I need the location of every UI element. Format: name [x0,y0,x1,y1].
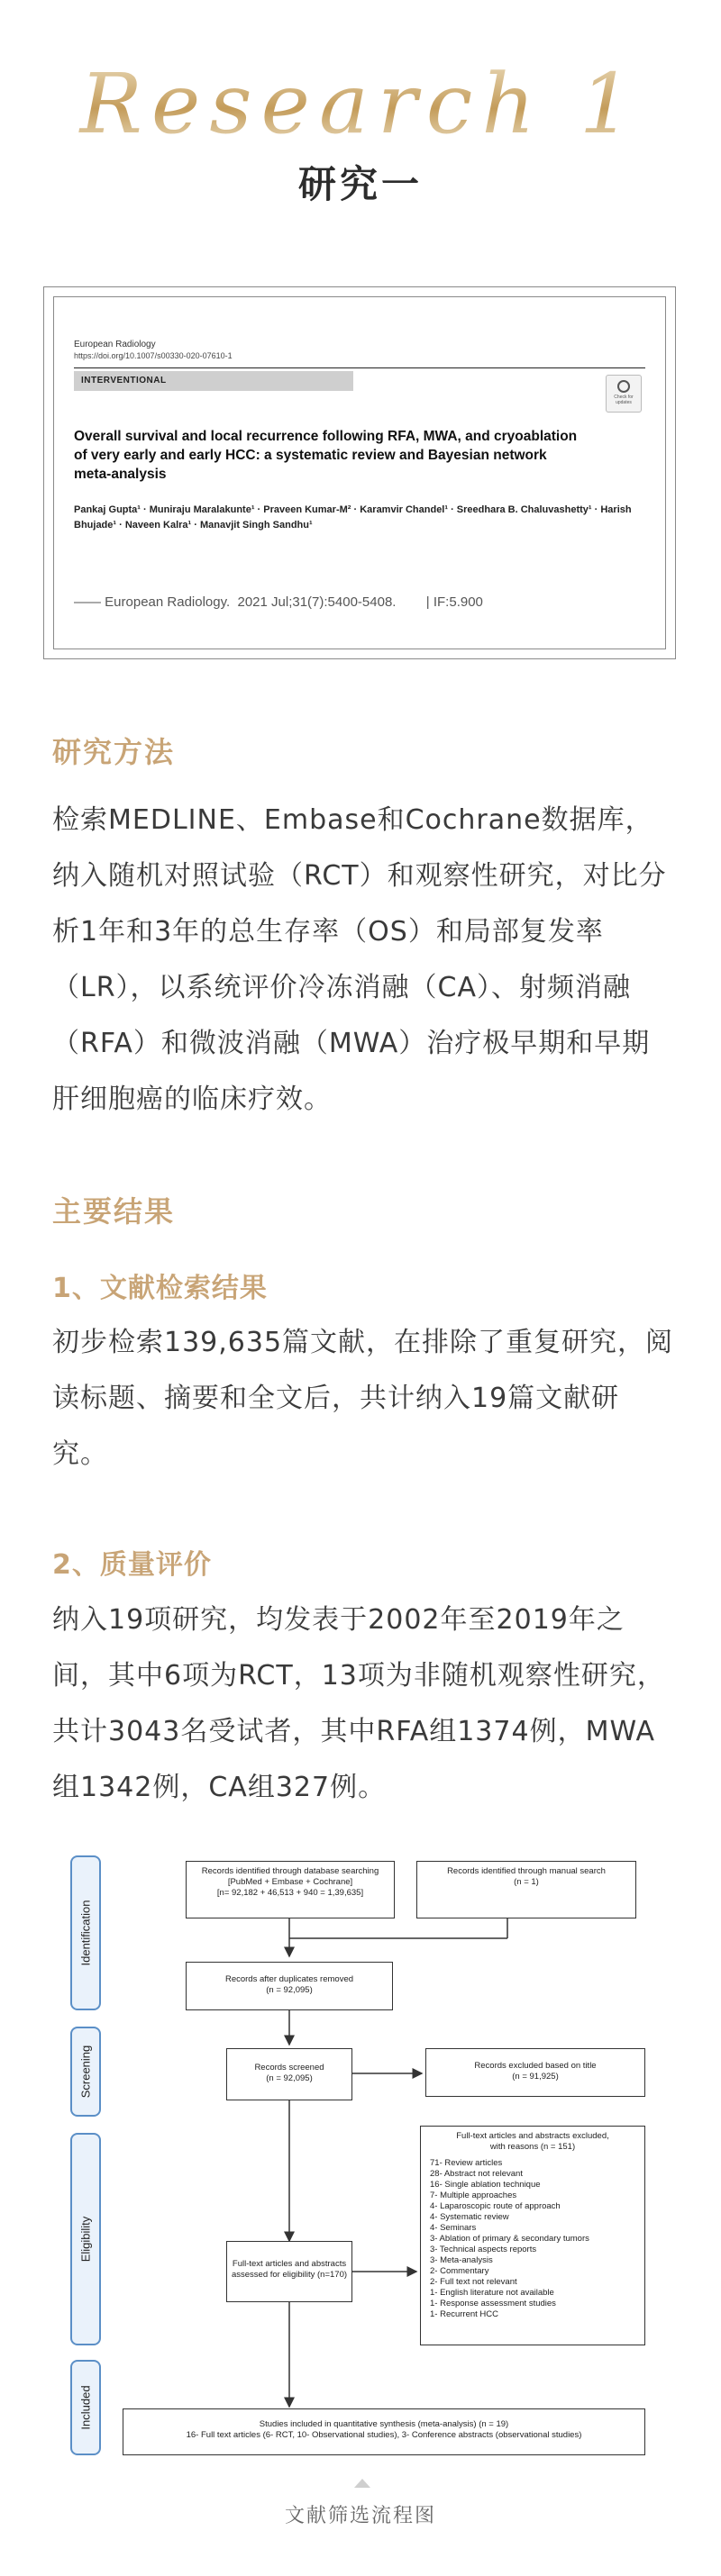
reason-item: 71- Review articles [430,2158,503,2168]
results-heading: 主要结果 [52,1194,176,1229]
box-database-search: Records identified through database searching [PubMed + Embase + Cochrane] [n= 92,182 + 46,513 + 940 = 1,39,635] [186,1861,395,1918]
section-tag [74,371,353,391]
reason-item: 4- Laparoscopic route of approach [430,2201,561,2211]
reason-item: 1- Recurrent HCC [430,2309,499,2319]
reason-item: 1- Response assessment studies [430,2299,556,2308]
paper-authors: Pankaj Gupta¹ · Muniraju Maralakunte¹ · Praveen Kumar-M² · Karamvir Chandel¹ · Sreedhara B. Chaluvashetty¹ · Harish Bhujade¹ · Naveen Kalra¹ · Manavjit Singh Sandhu¹ [74,504,632,531]
stage-included: Included [70,2360,101,2455]
literature-search-heading: 1、文献检索结果 [52,1273,268,1304]
stage-screening: Screening [70,2027,101,2117]
journal-name: European Radiology [74,340,156,349]
methods-text: 检索MEDLINE、Embase和Cochrane数据库，纳入随机对照试验（RCT）和观察性研究，对比分析1年和3年的总生存率（OS）和局部复发率（LR），以系统评价冷冻消融（CA）、射频消融（RFA）和微波消融（MWA）治疗极早期和早期肝细胞癌的临床疗效。 [52,804,667,1115]
script-title: Research 1 [0,63,721,146]
box-excluded-title: Records excluded based on title (n = 91,925) [425,2048,645,2097]
box-fulltext-excluded: Full-text articles and abstracts excluded, with reasons (n = 151) 71- Review articles 28- Abstract not relevant 16- Single ablation technique 7- Multiple approaches 4- Laparoscopic route of approach 4- Systematic review 4- Seminars 3- Ablation of primary & secondary tumors 3- Technical aspects reports 3- Meta-analysis 2- Commentary 2- Full text not relevant 1- English literature not available 1- Response assessment studies 1- Recurrent HCC [420,2126,645,2345]
section-tag-label: INTERVENTIONAL [81,376,167,385]
reason-item: 28- Abstract not relevant [430,2169,523,2179]
prisma-flow-diagram [70,1855,656,2468]
paper-card-inner [53,296,666,649]
update-icon [617,380,630,393]
reason-item: 1- English literature not available [430,2288,554,2298]
reason-item: 16- Single ablation technique [430,2180,541,2190]
literature-search-text: 初步检索139,635篇文献，在排除了重复研究，阅读标题、摘要和全文后，共计纳入19篇文献研究。 [52,1327,674,1470]
reason-item: 2- Full text not relevant [430,2277,517,2287]
figure-caption: 文献筛选流程图 [284,2505,436,2527]
divider [74,367,645,368]
reason-item: 3- Ablation of primary & secondary tumors [430,2234,589,2244]
methods-heading: 研究方法 [52,735,176,769]
box-manual-search: Records identified through manual search (n = 1) [416,1861,636,1918]
reason-item: 3- Technical aspects reports [430,2245,537,2254]
box-records-screened: Records screened (n = 92,095) [226,2048,352,2100]
reason-item: 4- Systematic review [430,2212,509,2222]
reason-item: 7- Multiple approaches [430,2191,517,2200]
box-fulltext-assessed: Full-text articles and abstracts assessed for eligibility (n=170) [226,2241,352,2302]
stage-identification: Identification [70,1855,101,2010]
chinese-title: 研究一 [297,162,423,206]
caption-triangle-icon [354,2479,370,2488]
reason-item: 4- Seminars [430,2223,477,2233]
citation: —— European Radiology. 2021 Jul;31(7):5400-5408. | IF:5.900 [74,594,483,610]
reason-item: 2- Commentary [430,2266,489,2276]
doi-link[interactable]: https://doi.org/10.1007/s00330-020-07610-1 [74,351,233,360]
stage-eligibility: Eligibility [70,2133,101,2345]
hero-header [0,56,721,209]
check-for-updates-badge[interactable] [606,375,642,413]
reason-item: 3- Meta-analysis [430,2255,493,2265]
paper-title: Overall survival and local recurrence following RFA, MWA, and cryoablation of very early and early HCC: a systematic review and Bayesian network meta-analysis [74,429,578,482]
box-studies-included: Studies included in quantitative synthesis (meta-analysis) (n = 19) 16- Full text articles (6- RCT, 10- Observational studies), 3- Conference abstracts (observational studies) [123,2408,645,2455]
quality-heading: 2、质量评价 [52,1549,212,1581]
box-after-duplicates: Records after duplicates removed (n = 92,095) [186,1962,393,2010]
quality-text: 纳入19项研究，均发表于2002年至2019年之间，其中6项为RCT，13项为非随机观察性研究，共计3043名受试者，其中RFA组1374例，MWA组1342例，CA组327例。 [52,1604,665,1803]
badge-label: Check for updates [614,395,634,405]
paper-card [43,286,676,659]
